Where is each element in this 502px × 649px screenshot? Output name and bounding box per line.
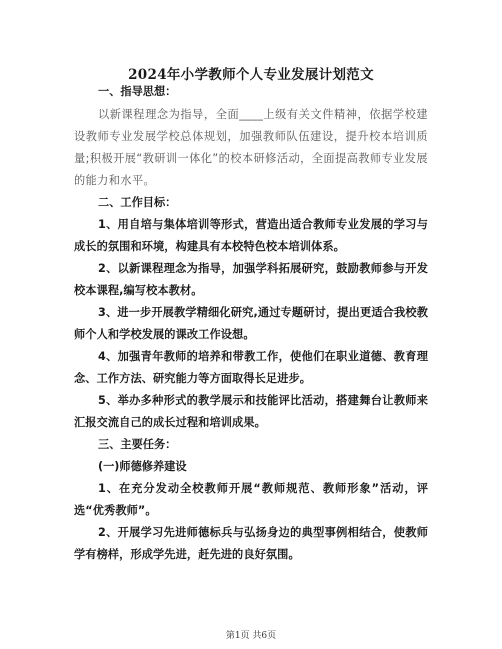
task-item-1: 1、在充分发动全校教师开展“教师规范、教师形象”活动，评选“优秀教师”。: [74, 482, 428, 517]
page-number-footer: 第1页 共6页: [225, 631, 277, 641]
goal-item-3: 3、进一步开展教学精细化研究,通过专题研讨，提出更适合我校教师个人和学校发展的课改工作设想。: [74, 306, 428, 341]
goal-item-2: 2、以新课程理念为指导，加强学科拓展研究，鼓励教师参与开发校本课程,编写校本教材。: [74, 262, 428, 297]
goal-item-1: 1、用自培与集体培训等形式，营造出适合教师专业发展的学习与成长的氛围和环境，构建具有本校特色校本培训体系。: [74, 218, 428, 253]
section-heading-main-tasks: 三、主要任务：: [98, 438, 177, 451]
section-heading-work-goals: 二、工作目标：: [98, 196, 177, 209]
goal-item-4: 4、加强青年教师的培养和带教工作，使他们在职业道德、教育理念、工作方法、研究能力等方面取得长足进步。: [74, 350, 428, 385]
section-heading-guiding-ideology: 一、指导思想：: [98, 85, 177, 98]
paragraph-guiding-ideology: 以新课程理念为指导，全面____上级有关文件精神，依据学校建设教师专业发展学校总体规划，加强教师队伍建设，提升校本培训质量;积极开展“教研训一体化”的校本研修活动，全面提高教师专业发展的能力和水平。: [74, 108, 428, 187]
task-item-2: 2、开展学习先进师德标兵与弘扬身边的典型事例相结合，使教师学有榜样，形成学先进，赶先进的良好氛围。: [74, 526, 428, 561]
subsection-heading-ethics: (一)师德修养建设: [98, 460, 187, 473]
document-title: 2024年小学教师个人专业发展计划范文: [128, 67, 374, 83]
goal-item-5: 5、举办多种形式的教学展示和技能评比活动，搭建舞台让教师来汇报交流自己的成长过程和培训成果。: [74, 394, 428, 429]
